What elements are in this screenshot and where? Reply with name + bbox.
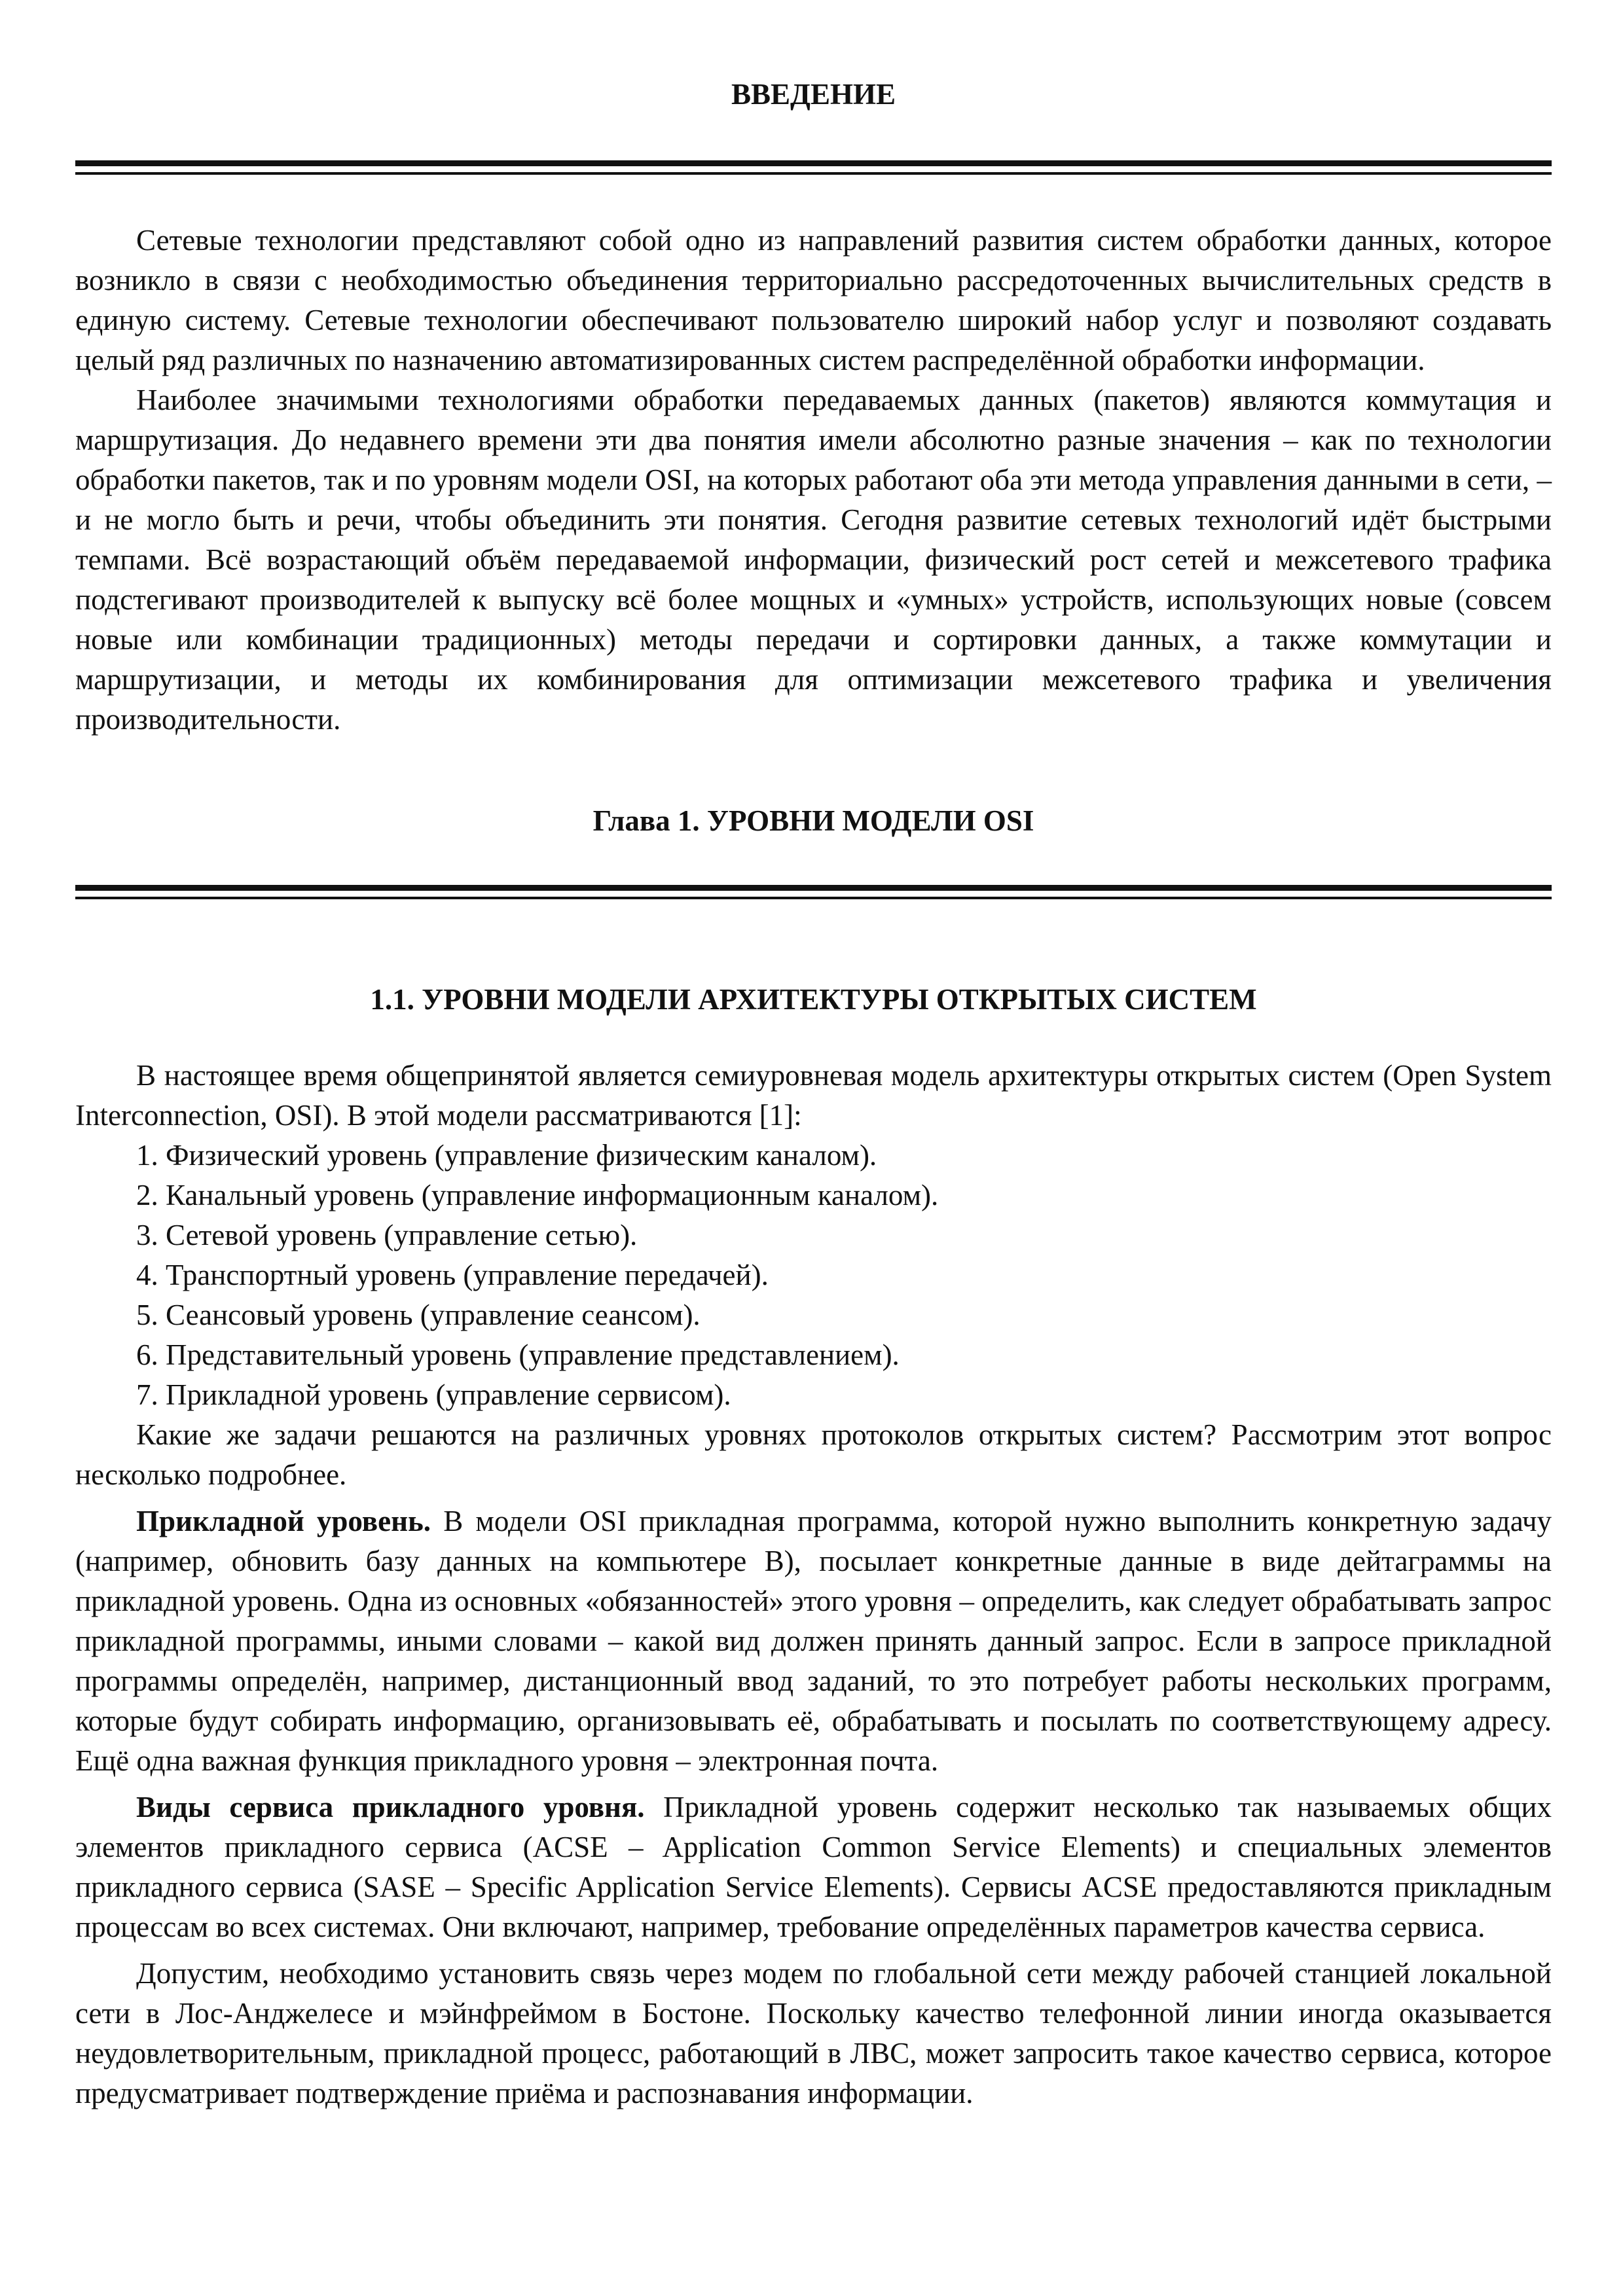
spacer [75, 175, 1552, 221]
spacer [75, 111, 1552, 160]
spacer [75, 740, 1552, 804]
list-item-level-1: 1. Физический уровень (управление физическим каналом). [136, 1139, 877, 1172]
list-item-level-3: 3. Сетевой уровень (управление сетью). [136, 1219, 638, 1251]
document-page [75, 0, 1552, 2113]
osi-levels-list [75, 1136, 1552, 1415]
double-rule-intro [75, 160, 1552, 175]
spacer [75, 1947, 1552, 1954]
services-text: Прикладной уровень содержит несколько так называемых общих элементов прикладного сервиса (ACSE – Application Common Service Elements) и специальных элементов прикладного сервиса (SASE – Specific Application Service Elements). Сервисы ACSE предоставляются прикладным процессам во всех системах. Они включают, например, требование определённых параметров качества сервиса. [75, 1791, 1552, 1943]
chapter-title: Глава 1. УРОВНИ МОДЕЛИ OSI [593, 804, 1034, 837]
list-item-level-2: 2. Канальный уровень (управление информационным каналом). [136, 1179, 939, 1211]
section-title: 1.1. УРОВНИ МОДЕЛИ АРХИТЕКТУРЫ ОТКРЫТЫХ СИСТЕМ [370, 983, 1257, 1016]
list-item-level-5: 5. Сеансовый уровень (управление сеансом). [136, 1299, 701, 1331]
app-level-paragraph [75, 1501, 1552, 1781]
spacer [75, 1495, 1552, 1501]
intro-title: ВВЕДЕНИЕ [731, 78, 896, 111]
spacer-top [75, 0, 1552, 77]
list-item-level-4: 4. Транспортный уровень (управление передачей). [136, 1259, 769, 1291]
list-item-level-7: 7. Прикладной уровень (управление сервисом). [136, 1378, 731, 1411]
double-rule-chapter [75, 885, 1552, 899]
services-paragraph [75, 1787, 1552, 1947]
example-paragraph: Допустим, необходимо установить связь через модем по глобальной сети между рабочей станцией локальной сети в Лос-Анджелесе и мэйнфреймом в Бостоне. Поскольку качество телефонной линии иногда оказывается неудовлетворительным, прикладной процесс, работающий в ЛВС, может запросить такое качество сервиса, которое предусматривает подтверждение приёма и распознавания информации. [75, 1957, 1552, 2109]
intro-paragraph-1: Сетевые технологии представляют собой одно из направлений развития систем обработки данных, которое возникло в связи с необходимостью объединения территориально рассредоточенных вычислительных средств в единую систему. Сетевые технологии обеспечивают пользователю широкий набор услуг и позволяют создавать целый ряд различных по назначению автоматизированных систем распределённой обработки информации. [75, 224, 1552, 376]
list-item-level-6: 6. Представительный уровень (управление представлением). [136, 1338, 900, 1371]
spacer [75, 899, 1552, 982]
spacer [75, 838, 1552, 885]
spacer [75, 1016, 1552, 1056]
section-intro-paragraph: В настоящее время общепринятой является семиуровневая модель архитектуры открытых систем (Open System Interconnection, OSI). В этой модели рассматриваются [1]: [75, 1059, 1552, 1132]
app-level-lead: Прикладной уровень. [136, 1505, 431, 1537]
spacer [75, 1781, 1552, 1787]
intro-paragraph-2: Наиболее значимыми технологиями обработки передаваемых данных (пакетов) являются коммутация и маршрутизация. До недавнего времени эти два понятия имели абсолютно разные значения – как по технологии обработки пакетов, так и по уровням модели OSI, на которых работают оба эти метода управления данными в сети, – и не могло быть и речи, чтобы объединить эти понятия. Сегодня развитие сетевых технологий идёт быстрыми темпами. Всё возрастающий объём передаваемой информации, физический рост сетей и межсетевого трафика подстегивают производителей к выпуску всё более мощных и «умных» устройств, использующих новые (совсем новые или комбинации традиционных) методы передачи и сортировки данных, а также коммутации и маршрутизации, и методы их комбинирования для оптимизации межсетевого трафика и увеличения производительности. [75, 384, 1552, 736]
question-paragraph: Какие же задачи решаются на различных уровнях протоколов открытых систем? Рассмотрим этот вопрос несколько подробнее. [75, 1418, 1552, 1491]
services-lead: Виды сервиса прикладного уровня. [136, 1791, 645, 1823]
app-level-text: В модели OSI прикладная программа, которой нужно выполнить конкретную задачу (например, обновить базу данных на компьютере B), посылает конкретные данные в виде дейтаграммы на прикладной уровень. Одна из основных «обязанностей» этого уровня – определить, как следует обрабатывать запрос прикладной программы, иными словами – какой вид должен принять данный запрос. Если в запросе прикладной программы определён, например, дистанционный ввод заданий, то это потребует работы нескольких программ, которые будут собирать информацию, организовывать её, обрабатывать и посылать по соответствующему адресу. Ещё одна важная функция прикладного уровня – электронная почта. [75, 1505, 1552, 1777]
